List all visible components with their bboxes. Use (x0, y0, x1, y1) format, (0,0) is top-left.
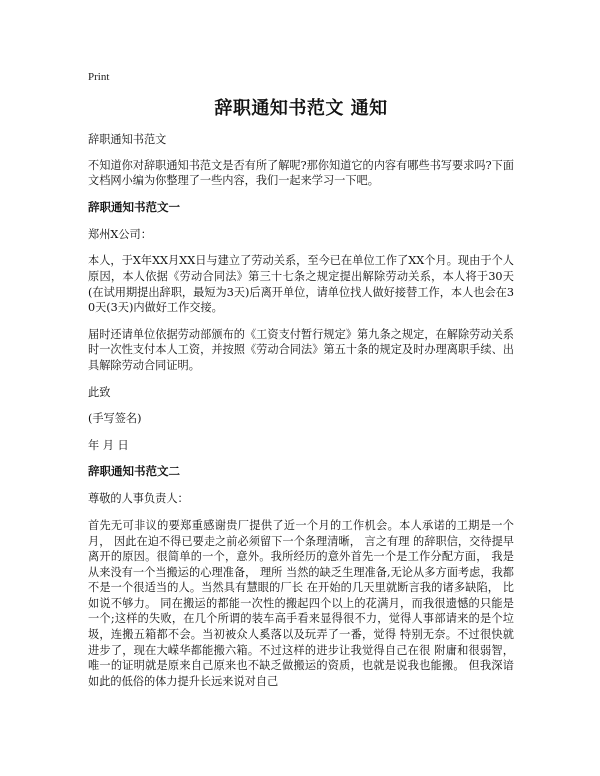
document-title: 辞职通知书范文 通知 (214, 98, 388, 119)
print-label: Print (88, 71, 110, 83)
sample2-body: 首先无可非议的要郑重感谢贵厂提供了近一个月的工作机会。本人承诺的工期是一个月， 因此在迫不得已要走之前必须留下一个条理清晰， 言之有理 的辞职信，交待提早离开的原因。很简单的一个，意外。我所经历的意外首先一个是工作分配方面， 我是从来没有一个当搬运的心理准备， 理所 当然的缺乏生理准备,无论从多方面考虑，我都不是一个很适当的人。当然具有慧眼的厂长 在开始的几天里就断言我的诸多缺陷， 比如说不够力。 同在搬运的都能一次性的搬起四个以上的花满月，而我很遗憾的只能是一个;这样的失败，在几个所谓的装车高手看来显得很不力，觉得人事部请来的是个垃圾，连搬五箱都不会。当初被众人奚落以及玩弄了一番，觉得 特别无奈。不过很快就进步了，现在大嵘华都能搬六箱。不过这样的进步让我觉得自己在很 附庸和很弱智，唯一的证明就是原来自己原来也不缺乏做搬运的资质，也就是说我也能搬。 但我深谙如此的低俗的体力提升长远来说对自己 (88, 518, 514, 688)
sample1-salutation: 郑州X公司： (88, 227, 152, 241)
sample1-paragraph-1: 本人，于X年XX月XX日与建立了劳动关系，至今已在单位工作了XX个月。现由于个人原因，本人依据《劳动合同法》第三十七条之规定提出解除劳动关系，本人将于30天(在试用期提出辞职，最短为3天)后离开单位，请单位找人做好接替工作，本人也会在30天(3天)内做好工作交接。 (88, 254, 514, 315)
intro-subtitle: 辞职通知书范文 (88, 133, 167, 146)
sample1-paragraph-2: 届时还请单位依据劳动部颁布的《工资支付暂行规定》第九条之规定，在解除劳动关系时一次性支付本人工资，并按照《劳动合同法》第五十条的规定及时办理离职手续、出具解除劳动合同证明。 (88, 327, 514, 372)
sample2-heading: 辞职通知书范文二 (88, 464, 180, 479)
sample1-closing: 此致 (88, 385, 111, 399)
sample1-signature: (手写签名) (88, 412, 142, 426)
sample1-date: 年 月 日 (88, 438, 129, 452)
sample2-salutation: 尊敬的人事负责人： (88, 492, 189, 506)
sample1-heading: 辞职通知书范文一 (88, 199, 180, 214)
intro-text: 不知道你对辞职通知书范文是否有所了解呢?那你知道它的内容有哪些书写要求吗?下面文档网小编为你整理了一些内容，我们一起来学习一下吧。 (88, 158, 514, 188)
